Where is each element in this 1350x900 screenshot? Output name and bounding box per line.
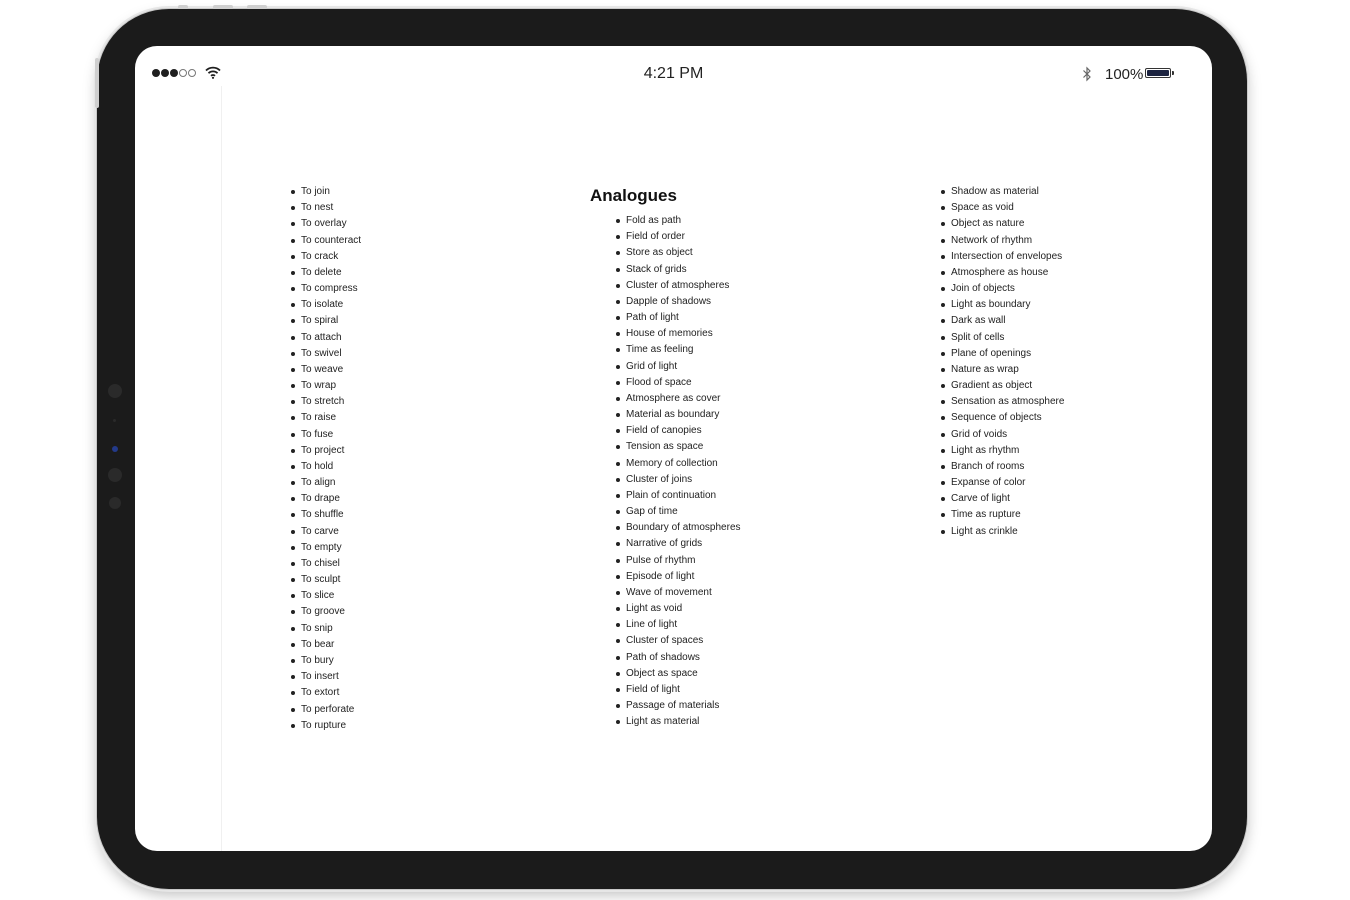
list-item: To attach — [291, 330, 361, 346]
list-item: To perforate — [291, 702, 361, 718]
list-item: To hold — [291, 459, 361, 475]
list-item: Light as material — [616, 714, 741, 730]
list-item: Fold as path — [616, 213, 741, 229]
list-item: Plain of continuation — [616, 488, 741, 504]
list-item: Grid of voids — [941, 427, 1064, 443]
list-item: Cluster of atmospheres — [616, 278, 741, 294]
camera-icon — [112, 446, 118, 452]
list-item: To delete — [291, 265, 361, 281]
list-item: Line of light — [616, 617, 741, 633]
list-item: Dapple of shadows — [616, 294, 741, 310]
list-item: Boundary of atmospheres — [616, 520, 741, 536]
sensor-dot — [113, 419, 116, 422]
list-item: To rupture — [291, 718, 361, 734]
list-item: To insert — [291, 669, 361, 685]
hardware-button — [213, 5, 233, 9]
page-title: Analogues — [590, 186, 677, 205]
list-item: Intersection of envelopes — [941, 249, 1064, 265]
verb-list — [291, 184, 361, 734]
battery-percentage: 100% — [1105, 66, 1144, 83]
list-item: To bear — [291, 637, 361, 653]
list-item: Memory of collection — [616, 456, 741, 472]
list-item: Stack of grids — [616, 262, 741, 278]
list-item: Light as boundary — [941, 297, 1064, 313]
list-item: Path of shadows — [616, 650, 741, 666]
list-item: To project — [291, 443, 361, 459]
list-item: To crack — [291, 249, 361, 265]
sensor-dot — [108, 468, 122, 482]
list-item: Plane of openings — [941, 346, 1064, 362]
list-item: Cluster of spaces — [616, 633, 741, 649]
list-item: To overlay — [291, 216, 361, 232]
list-item: Join of objects — [941, 281, 1064, 297]
status-time: 4:21 PM — [643, 65, 704, 82]
list-item: Wave of movement — [616, 585, 741, 601]
list-item: To extort — [291, 685, 361, 701]
list-item: Split of cells — [941, 330, 1064, 346]
list-item: Gradient as object — [941, 378, 1064, 394]
list-item: Flood of space — [616, 375, 741, 391]
list-item: To raise — [291, 410, 361, 426]
list-item: To empty — [291, 540, 361, 556]
list-item: Expanse of color — [941, 475, 1064, 491]
list-item: Object as nature — [941, 216, 1064, 232]
list-item: To wrap — [291, 378, 361, 394]
list-item: Time as feeling — [616, 342, 741, 358]
list-item: Light as crinkle — [941, 524, 1064, 540]
list-item: Store as object — [616, 245, 741, 261]
list-item: Passage of materials — [616, 698, 741, 714]
list-item: Gap of time — [616, 504, 741, 520]
bluetooth-icon — [1082, 66, 1092, 82]
list-item: Field of light — [616, 682, 741, 698]
list-item: Dark as wall — [941, 313, 1064, 329]
list-item: To stretch — [291, 394, 361, 410]
sensor-dot — [109, 497, 121, 509]
list-item: To drape — [291, 491, 361, 507]
list-item: Branch of rooms — [941, 459, 1064, 475]
list-item: To chisel — [291, 556, 361, 572]
list-item: Sensation as atmosphere — [941, 394, 1064, 410]
list-item: To weave — [291, 362, 361, 378]
list-item: Network of rhythm — [941, 233, 1064, 249]
list-item: Path of light — [616, 310, 741, 326]
list-item: House of memories — [616, 326, 741, 342]
list-item: Object as space — [616, 666, 741, 682]
list-item: Carve of light — [941, 491, 1064, 507]
list-item: To bury — [291, 653, 361, 669]
hardware-button — [247, 5, 267, 9]
pair-list — [941, 184, 1064, 540]
list-item: To sculpt — [291, 572, 361, 588]
list-item: To snip — [291, 621, 361, 637]
list-item: To groove — [291, 604, 361, 620]
list-item: Field of canopies — [616, 423, 741, 439]
list-item: To spiral — [291, 313, 361, 329]
list-item: Tension as space — [616, 439, 741, 455]
list-item: Pulse of rhythm — [616, 553, 741, 569]
list-item: Episode of light — [616, 569, 741, 585]
list-item: To fuse — [291, 427, 361, 443]
sidebar-divider — [221, 86, 222, 851]
list-item: Light as void — [616, 601, 741, 617]
list-item: To slice — [291, 588, 361, 604]
battery-icon — [1145, 68, 1171, 78]
list-item: Atmosphere as cover — [616, 391, 741, 407]
list-item: Cluster of joins — [616, 472, 741, 488]
list-item: To align — [291, 475, 361, 491]
list-item: To shuffle — [291, 507, 361, 523]
list-item: Field of order — [616, 229, 741, 245]
list-item: Nature as wrap — [941, 362, 1064, 378]
list-item: To compress — [291, 281, 361, 297]
list-item: Time as rupture — [941, 507, 1064, 523]
list-item: Grid of light — [616, 359, 741, 375]
list-item: To isolate — [291, 297, 361, 313]
list-item: To join — [291, 184, 361, 200]
list-item: Space as void — [941, 200, 1064, 216]
list-item: To carve — [291, 524, 361, 540]
list-item: Atmosphere as house — [941, 265, 1064, 281]
list-item: Sequence of objects — [941, 410, 1064, 426]
list-item: To counteract — [291, 233, 361, 249]
battery-nub — [1172, 71, 1174, 75]
list-item: To nest — [291, 200, 361, 216]
list-item: Shadow as material — [941, 184, 1064, 200]
screen — [135, 46, 1212, 851]
list-item: To swivel — [291, 346, 361, 362]
list-item: Narrative of grids — [616, 536, 741, 552]
analogue-list — [616, 213, 741, 731]
status-bar — [135, 46, 1212, 104]
list-item: Light as rhythm — [941, 443, 1064, 459]
sensor-dot — [108, 384, 122, 398]
hardware-button — [178, 5, 188, 9]
list-item: Material as boundary — [616, 407, 741, 423]
hardware-button — [95, 58, 99, 108]
